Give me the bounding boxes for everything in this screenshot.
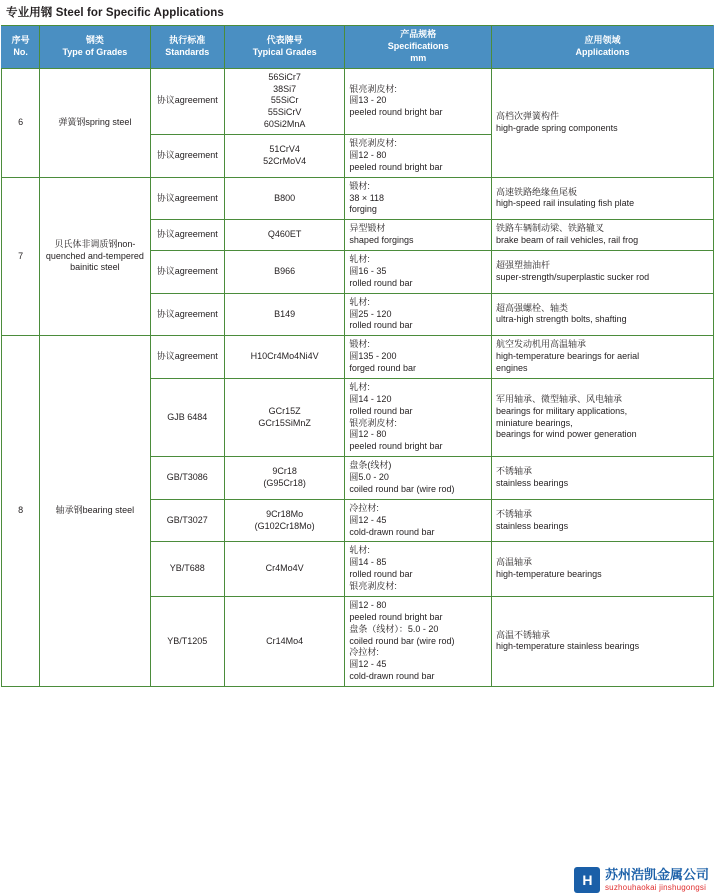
header-en: Standards [165,46,210,57]
cell-standard [150,336,224,379]
spec-line: 银亮剥皮材: [349,83,397,94]
cell-standard [150,457,224,500]
spec-line: 圆12 - 45 [349,514,387,525]
spec-line: forged round bar [349,363,416,373]
type-line: 轴承钢 [55,505,83,516]
cell-typical-grades [224,251,345,294]
cell-no: 7 [2,177,40,336]
page-title: 专业用钢 Steel for Specific Applications [6,7,224,19]
spec-line: 圆12 - 80 [349,429,387,440]
cell-typical-grades [224,135,345,178]
spec-line: peeled round bright bar [349,161,443,172]
cell-typical-grades [224,542,345,597]
grade-line: Cr14Mo4 [266,635,304,646]
company-name-cn: 苏州浩凯金属公司 [604,866,709,882]
cell-standard [150,251,224,294]
application-line: stainless bearings [496,477,569,488]
spec-line: 盘条（线材）：5.0 - 20 [349,623,439,634]
column-header-no [2,26,40,69]
cell-specifications [345,251,492,294]
spec-line: shaped forgings [349,235,414,246]
cell-specifications [345,457,492,500]
specifications-table [1,25,714,687]
cell-standard [150,293,224,336]
spec-line: peeled round bright bar [349,611,443,622]
spec-line: 异型锻材 [349,223,386,234]
spec-line: forging [349,204,377,215]
grade-line: 38Si7 [273,83,297,94]
cell-specifications [345,293,492,336]
table-row [2,336,714,379]
standard-line: 协议 [156,95,175,106]
cell-specifications [345,542,492,597]
type-line: bearing steel [82,505,135,516]
application-line: high-grade spring components [496,122,618,133]
standard-line: 协议 [156,351,175,362]
spec-line: 圆25 - 120 [349,308,392,319]
spec-line: 轧材: [349,296,370,307]
application-line: 超强塑抽油杆 [496,259,551,270]
spec-line: 圆12 - 45 [349,659,387,670]
application-line: bearings for wind power generation [496,429,637,440]
cell-standard [150,220,224,251]
application-line: stainless bearings [496,520,569,531]
grade-line: GCr15SiMnZ [258,417,311,428]
standard-line: agreement [174,308,218,319]
cell-standard [150,135,224,178]
cell-type-of-grades [40,68,150,177]
cell-typical-grades [224,177,345,220]
header-cn: 钢类 [85,34,104,45]
grade-line: (G95Cr18) [263,477,306,488]
spec-line: 圆13 - 20 [349,95,387,106]
table-row [2,177,714,220]
header-cn: 应用领域 [584,34,621,45]
cell-typical-grades [224,293,345,336]
spec-line: 圆14 - 120 [349,393,392,404]
standard-line: YB/T1205 [167,635,208,646]
header-en: Type of Grades [62,46,128,57]
column-header-applications [492,26,714,69]
header-cn: 代表牌号 [266,34,303,45]
spec-line: 圆5.0 - 20 [349,472,389,482]
table-row [2,68,714,134]
type-line: non-quenched and [45,238,136,261]
cell-typical-grades [224,499,345,542]
cell-applications [492,220,714,251]
cell-type-of-grades [40,177,150,336]
cell-applications [492,542,714,597]
header-en: Typical Grades [252,46,317,57]
type-line: 弹簧钢 [58,116,86,127]
spec-line: 冷拉材: [349,647,379,658]
spec-line: rolled round bar [349,277,413,288]
spec-line: 圆12 - 80 [349,149,387,160]
spec-line: 圆14 - 85 [349,557,387,568]
cell-specifications [345,68,492,134]
cell-specifications [345,378,492,456]
spec-line: coiled round bar (wire rod) [349,635,455,646]
cell-applications [492,499,714,542]
cell-applications [492,68,714,177]
cell-specifications [345,499,492,542]
grade-line: B149 [274,308,296,319]
standard-line: GB/T3027 [166,514,208,525]
cell-standard [150,542,224,597]
grade-line: (G102Cr18Mo) [254,520,315,531]
application-line: miniature bearings, [496,417,573,428]
table-header [2,26,714,69]
column-header-grades [224,26,345,69]
application-line: 高档次弹簧构件 [496,110,560,121]
cell-typical-grades [224,220,345,251]
cell-no: 8 [2,336,40,687]
header-en: Applications [575,46,630,57]
spec-line: 银亮剥皮材: [349,417,397,428]
standard-line: 协议 [156,308,175,319]
spec-line: 盘条(线材) [349,460,392,471]
spec-line: peeled round bright bar [349,107,443,118]
grade-line: 9Cr18 [272,466,297,477]
spec-line: 圆135 - 200 [349,351,397,362]
cell-specifications [345,177,492,220]
column-header-specifications [345,26,492,69]
cell-specifications [345,220,492,251]
application-line: 铁路车辆制动梁、铁路辙叉 [496,223,605,234]
spec-line: 轧材: [349,545,370,556]
application-line: bearings for military applications, [496,405,628,416]
header-en-unit: mm [410,52,427,63]
spec-line: 轧材: [349,381,370,392]
cell-type-of-grades [40,336,150,687]
grade-line: 60Si2MnA [263,119,306,130]
application-line: high-temperature stainless bearings [496,641,640,652]
application-line: 高速铁路绝缘鱼尾板 [496,186,578,197]
standard-line: agreement [174,351,218,362]
standard-line: GJB 6484 [167,411,208,422]
grade-line: 9Cr18Mo [266,508,304,519]
type-line: -tempered bainitic steel [70,250,144,273]
type-line: spring steel [85,116,132,127]
application-line: 超高强螺栓、轴类 [496,302,569,313]
grade-line: 52CrMoV4 [263,155,307,166]
application-line: super-strength/superplastic sucker rod [496,271,650,282]
cell-typical-grades [224,336,345,379]
application-line: 航空发动机用高温轴承 [496,339,587,350]
header-cn: 产品规格 [400,29,437,39]
header-cn: 序号 [11,34,30,45]
standard-line: GB/T3086 [166,472,208,482]
header-cn: 执行标准 [169,34,206,45]
cell-specifications [345,336,492,379]
cell-specifications [345,135,492,178]
spec-line: 圆16 - 35 [349,265,387,276]
spec-line: rolled round bar [349,405,413,416]
spec-line: 锻材: [349,339,370,350]
grade-line: 56SiCr7 [268,71,301,82]
spec-line: 轧材: [349,254,370,264]
application-line: high-temperature bearings [496,569,602,580]
cell-standard [150,68,224,134]
cell-typical-grades [224,378,345,456]
type-line: 贝氏体非调质钢 [54,238,118,249]
standard-line: agreement [174,95,218,106]
company-name-en: suzhouhaokai jinshugongsi [604,882,707,892]
cell-standard [150,177,224,220]
cell-specifications [345,596,492,686]
standard-line: 协议 [156,192,175,203]
standard-line: 协议 [156,265,175,276]
cell-applications [492,336,714,379]
spec-line: 锻材: [349,180,370,191]
cell-applications [492,177,714,220]
cell-applications [492,378,714,456]
spec-line: 银亮剥皮材: [349,138,397,148]
standard-line: agreement [174,192,218,203]
application-line: high-temperature bearings for aerial [496,351,640,362]
cell-no: 6 [2,68,40,177]
standard-line: agreement [174,149,218,160]
cell-standard [150,499,224,542]
cell-applications [492,293,714,336]
grade-line: Q460ET [267,229,302,240]
cell-typical-grades [224,596,345,686]
grade-line: B800 [274,192,296,203]
spec-line: 圆12 - 80 [349,599,387,610]
grade-line: GCr15Z [268,405,301,416]
company-logo-icon: H [574,867,600,893]
grade-line: 51CrV4 [269,143,300,154]
grade-line: 55SiCrV [267,107,302,118]
grade-line: B966 [274,265,296,276]
column-header-type [40,26,150,69]
cell-standard [150,378,224,456]
standard-line: 协议 [156,149,175,160]
application-line: brake beam of rail vehicles, rail frog [496,235,639,246]
spec-line: cold-drawn round bar [349,671,435,682]
spec-line: 冷拉材: [349,502,379,513]
application-line: 军用轴承、微型轴承、风电轴承 [496,393,623,404]
standard-line: agreement [174,229,218,240]
spec-line: cold-drawn round bar [349,526,435,537]
table-body [2,68,714,686]
application-line: 高温轴承 [496,557,533,568]
cell-typical-grades [224,457,345,500]
application-line: 不锈轴承 [496,508,533,519]
spec-line: peeled round bright bar [349,441,443,452]
column-header-standards [150,26,224,69]
footer-logo-block [574,867,709,893]
company-name-block [605,868,709,892]
application-line: 不锈轴承 [496,466,533,477]
spec-line: coiled round bar (wire rod) [349,483,455,494]
cell-applications [492,251,714,294]
cell-applications [492,596,714,686]
application-line: ultra-high strength bolts, shafting [496,314,627,325]
application-line: high-speed rail insulating fish plate [496,198,635,209]
header-en: No. [13,46,28,57]
standard-line: YB/T688 [169,563,205,574]
grade-line: Cr4Mo4V [265,563,304,574]
application-line: 高温不锈轴承 [496,629,551,640]
standard-line: agreement [174,265,218,276]
spec-line: 38 × 118 [349,192,385,203]
spec-line: rolled round bar [349,320,413,331]
standard-line: 协议 [156,229,175,240]
header-en: Specifications [387,40,449,51]
spec-line: rolled round bar [349,569,413,580]
cell-applications [492,457,714,500]
cell-standard [150,596,224,686]
cell-typical-grades [224,68,345,134]
application-line: engines [496,363,528,373]
grade-line: 55SiCr [270,95,299,106]
header-row [2,26,714,69]
spec-line: 银亮剥皮材: [349,581,397,591]
grade-line: H10Cr4Mo4Ni4V [250,351,319,362]
